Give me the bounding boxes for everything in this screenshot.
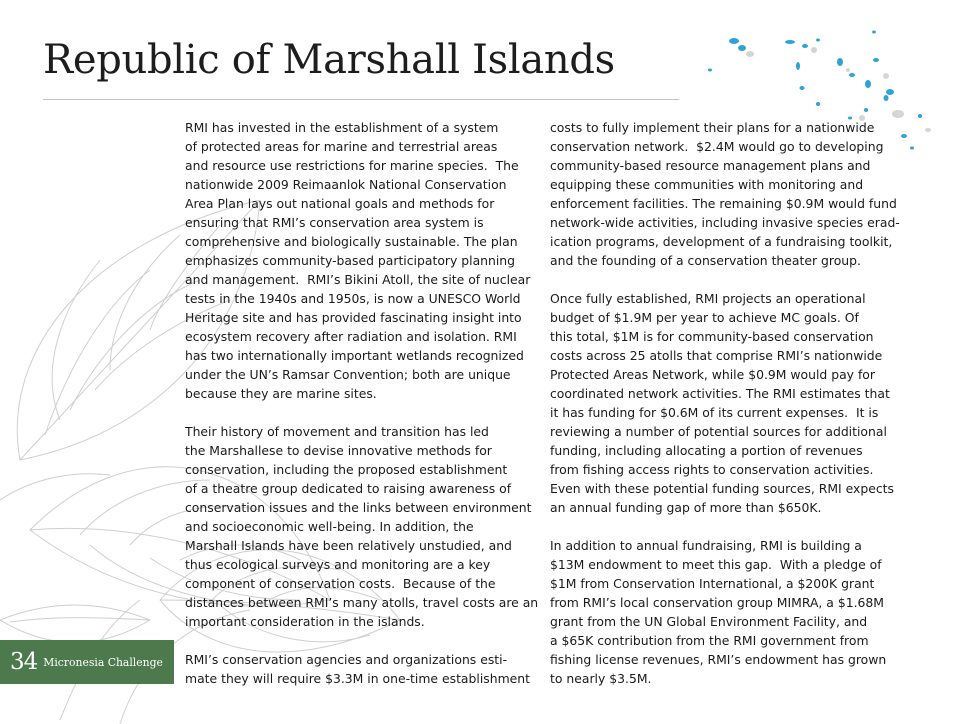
- paragraph: [185, 650, 537, 688]
- text-line: Protected Areas Network, while $0.9M would pay for: [550, 367, 875, 382]
- text-line: enforcement facilities. The remaining $0.9M would fund: [550, 196, 897, 211]
- text-line: ecosystem recovery after radiation and isolation. RMI: [185, 329, 517, 344]
- text-line: it has funding for $0.6M of its current expenses. It is: [550, 405, 879, 420]
- text-line: community-based resource management plans and: [550, 158, 871, 173]
- paragraph-gap: [185, 631, 537, 650]
- paragraph: [550, 289, 902, 517]
- text-line: costs to fully implement their plans for a nationwide: [550, 120, 875, 135]
- text-line: conservation network. $2.4M would go to developing: [550, 139, 884, 154]
- text-column-left: [185, 118, 537, 688]
- text-line: component of conservation costs. Because of the: [185, 576, 496, 591]
- text-line: an annual funding gap of more than $650K.: [550, 500, 822, 515]
- text-line: of a theatre group dedicated to raising awareness of: [185, 481, 512, 496]
- paragraph: [185, 422, 537, 631]
- text-line: funding, including allocating a portion of revenues: [550, 443, 863, 458]
- text-line: ensuring that RMI’s conservation area system is: [185, 215, 484, 230]
- text-line: to nearly $3.5M.: [550, 671, 652, 686]
- text-line: mate they will require $3.3M in one-time establishment: [185, 671, 530, 686]
- text-line: Their history of movement and transition has led: [185, 424, 489, 439]
- publication-name: Micronesia Challenge: [43, 655, 163, 669]
- text-line: conservation issues and the links between environment: [185, 500, 532, 515]
- page-title: Republic of Marshall Islands: [43, 37, 615, 83]
- text-line: Even with these potential funding sources, RMI expects: [550, 481, 894, 496]
- page-footer-tab: [0, 640, 174, 684]
- text-line: reviewing a number of potential sources for additional: [550, 424, 887, 439]
- text-line: distances between RMI’s many atolls, travel costs are an: [185, 595, 539, 610]
- text-line: important consideration in the islands.: [185, 614, 425, 629]
- text-line: nationwide 2009 Reimaanlok National Conservation: [185, 177, 507, 192]
- text-line: the Marshallese to devise innovative methods for: [185, 443, 492, 458]
- text-line: and socioeconomic well-being. In addition, the: [185, 519, 474, 534]
- text-line: from fishing access rights to conservation activities.: [550, 462, 874, 477]
- text-line: because they are marine sites.: [185, 386, 377, 401]
- text-line: coordinated network activities. The RMI estimates that: [550, 386, 890, 401]
- paragraph-gap: [550, 517, 902, 536]
- text-line: from RMI’s local conservation group MIMRA, a $1.68M: [550, 595, 885, 610]
- text-line: network-wide activities, including invasive species erad-: [550, 215, 900, 230]
- text-line: budget of $1.9M per year to achieve MC goals. Of: [550, 310, 859, 325]
- text-line: fishing license revenues, RMI’s endowment has grown: [550, 652, 887, 667]
- text-line: equipping these communities with monitoring and: [550, 177, 864, 192]
- text-line: tests in the 1940s and 1950s, is now a UNESCO World: [185, 291, 521, 306]
- paragraph-gap: [550, 270, 902, 289]
- text-line: this total, $1M is for community-based conservation: [550, 329, 874, 344]
- text-column-right: [550, 118, 902, 688]
- text-line: grant from the UN Global Environment Facility, and: [550, 614, 868, 629]
- paragraph-gap: [185, 403, 537, 422]
- text-line: RMI has invested in the establishment of a system: [185, 120, 499, 135]
- text-line: Once fully established, RMI projects an operational: [550, 291, 866, 306]
- text-line: Area Plan lays out national goals and methods for: [185, 196, 495, 211]
- text-line: RMI’s conservation agencies and organizations esti-: [185, 652, 508, 667]
- paragraph: [550, 118, 902, 270]
- text-line: a $65K contribution from the RMI government from: [550, 633, 869, 648]
- text-line: of protected areas for marine and terrestrial areas: [185, 139, 498, 154]
- text-line: ication programs, development of a fundraising toolkit,: [550, 234, 893, 249]
- text-line: In addition to annual fundraising, RMI is building a: [550, 538, 862, 553]
- text-line: costs across 25 atolls that comprise RMI’s nationwide: [550, 348, 883, 363]
- text-line: thus ecological surveys and monitoring are a key: [185, 557, 491, 572]
- text-line: Heritage site and has provided fascinating insight into: [185, 310, 522, 325]
- text-line: $1M from Conservation International, a $200K grant: [550, 576, 875, 591]
- text-line: and the founding of a conservation theater group.: [550, 253, 861, 268]
- text-line: and management. RMI’s Bikini Atoll, the site of nuclear: [185, 272, 531, 287]
- text-line: comprehensive and biologically sustainable. The plan: [185, 234, 518, 249]
- text-line: conservation, including the proposed establishment: [185, 462, 508, 477]
- page-number: 34: [10, 649, 38, 675]
- text-line: has two internationally important wetlands recognized: [185, 348, 524, 363]
- text-line: $13M endowment to meet this gap. With a pledge of: [550, 557, 882, 572]
- title-divider: [43, 99, 679, 100]
- text-line: under the UN’s Ramsar Convention; both are unique: [185, 367, 511, 382]
- text-line: Marshall Islands have been relatively unstudied, and: [185, 538, 512, 553]
- text-line: and resource use restrictions for marine species. The: [185, 158, 519, 173]
- paragraph: [550, 536, 902, 688]
- text-line: emphasizes community-based participatory planning: [185, 253, 516, 268]
- paragraph: [185, 118, 537, 403]
